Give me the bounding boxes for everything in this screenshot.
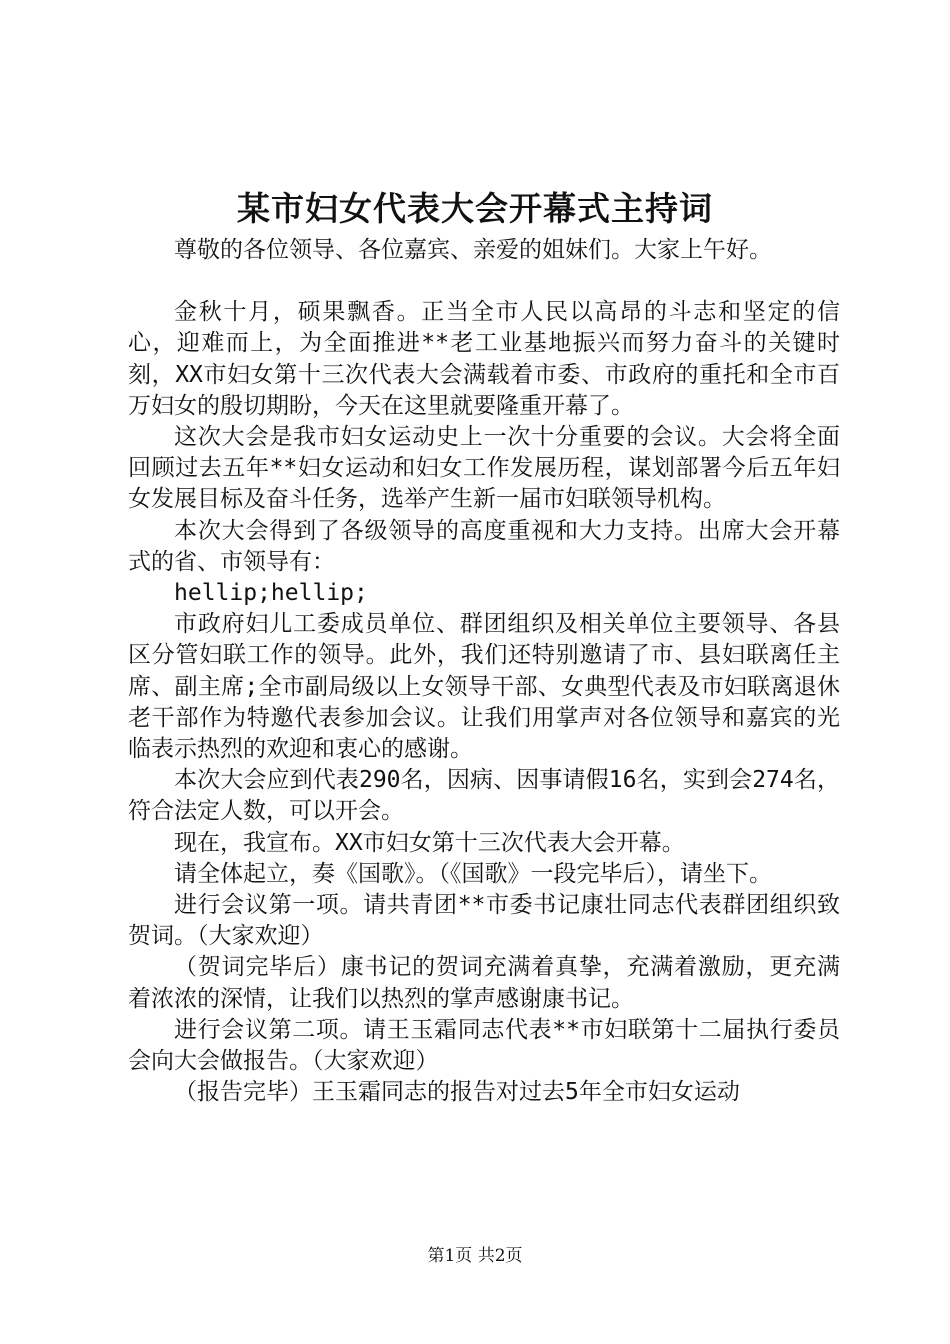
- paragraph-7: 现在，我宣布。XX市妇女第十三次代表大会开幕。: [174, 829, 685, 856]
- paragraph-5: 市政府妇儿工委成员单位、群团组织及相关单位主要领导、各县区分管妇联工作的领导。此外，我们还特别邀请了市、县妇联离任主席、副主席;全市副局级以上女领导干部、女典型代表及市妇联离退休老干部作为特邀代表参加会议。让我们用掌声对各位领导和嘉宾的光临表示热烈的欢迎和衷心的感谢。: [128, 611, 840, 763]
- paragraph-4: hellip;hellip;: [174, 580, 368, 607]
- paragraph-12: （报告完毕）王玉霜同志的报告对过去5年全市妇女运动: [174, 1079, 740, 1106]
- paragraph-6: 本次大会应到代表290名，因病、因事请假16名，实到会274名，符合法定人数，可以开会。: [128, 767, 840, 825]
- page-number-footer: 第1页 共2页: [427, 1246, 523, 1266]
- greeting-paragraph: 尊敬的各位领导、各位嘉宾、亲爱的姐妹们。大家上午好。: [174, 237, 772, 263]
- paragraph-11: 进行会议第二项。请王玉霜同志代表**市妇联第十二届执行委员会向大会做报告。（大家欢迎）: [128, 1016, 840, 1075]
- paragraph-2: 这次大会是我市妇女运动史上一次十分重要的会议。大会将全面回顾过去五年**妇女运动和妇女工作发展历程，谋划部署今后五年妇女发展目标及奋斗任务，选举产生新一届市妇联领导机构。: [128, 424, 840, 513]
- paragraph-9: 进行会议第一项。请共青团**市委书记康壮同志代表群团组织致贺词。（大家欢迎）: [128, 892, 840, 950]
- paragraph-3: 本次大会得到了各级领导的高度重视和大力支持。出席大会开幕式的省、市领导有：: [128, 517, 840, 575]
- paragraph-10: （贺词完毕后）康书记的贺词充满着真挚，充满着激励，更充满着浓浓的深情，让我们以热烈的掌声感谢康书记。: [128, 954, 840, 1012]
- document-title: 某市妇女代表大会开幕式主持词: [237, 189, 713, 228]
- document-body: [128, 235, 840, 1108]
- paragraph-1: 金秋十月，硕果飘香。正当全市人民以高昂的斗志和坚定的信心，迎难而上，为全面推进**老工业基地振兴而努力奋斗的关键时刻，XX市妇女第十三次代表大会满载着市委、市政府的重托和全市百万妇女的殷切期盼，今天在这里就要隆重开幕了。: [128, 299, 840, 419]
- paragraph-8: 请全体起立，奏《国歌》。（《国歌》一段完毕后），请坐下。: [174, 860, 772, 887]
